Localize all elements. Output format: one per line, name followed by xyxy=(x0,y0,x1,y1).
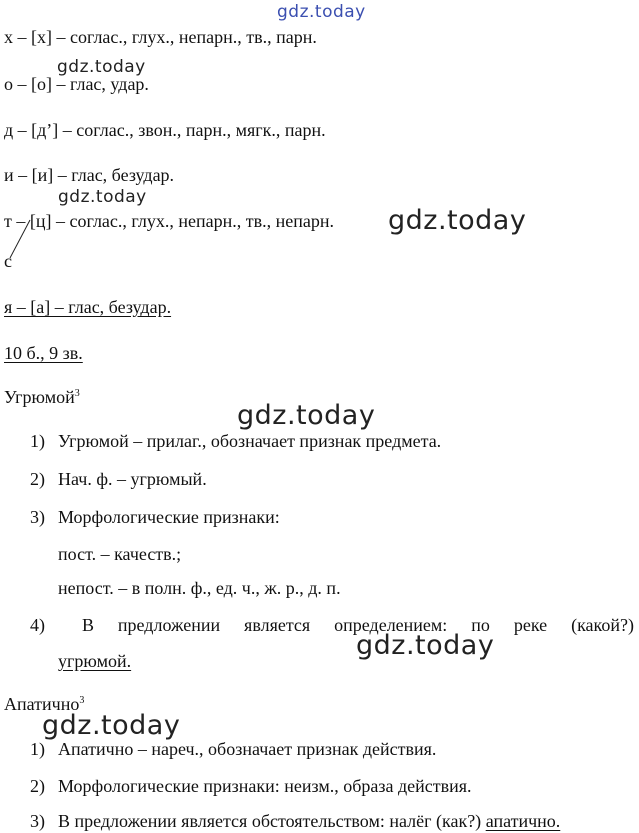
item-text: Апатично – нареч., обозначает признак действия. xyxy=(58,739,437,759)
word1-item-1 xyxy=(30,430,441,452)
item-word: предложении xyxy=(117,615,221,635)
watermark-2: gdz.today xyxy=(58,187,147,207)
word2-item-3 xyxy=(30,810,560,832)
word1-sup: 3 xyxy=(74,388,80,399)
item-word: по xyxy=(471,615,490,635)
item-number: 4) xyxy=(30,615,45,635)
letters-sounds-summary: 10 б., 9 зв. xyxy=(4,343,83,363)
word2-sup: 3 xyxy=(79,695,85,706)
item-number: 3) xyxy=(30,507,45,527)
word1-heading xyxy=(4,386,80,408)
item-text-tail: апатично. xyxy=(485,811,561,831)
item-number: 1) xyxy=(30,739,45,759)
word2-heading xyxy=(4,693,84,715)
word1-item-3 xyxy=(30,506,280,528)
watermark-6: gdz.today xyxy=(42,710,181,741)
word1-title: Угрюмой xyxy=(4,387,75,407)
item-text: В предложении является обстоятельством: налёг (как?) xyxy=(58,811,486,831)
item-word: определением: xyxy=(334,615,448,635)
item-text: Морфологические признаки: неизм., образа действия. xyxy=(58,776,472,796)
phonetic-line-4: и – [и] – глас, безудар. xyxy=(4,165,175,185)
word1-item-2 xyxy=(30,468,207,490)
watermark-3: gdz.today xyxy=(388,205,527,236)
item-text: Нач. ф. – угрюмый. xyxy=(58,469,207,489)
watermark-top: gdz.today xyxy=(277,2,366,22)
item-number: 1) xyxy=(30,431,45,451)
item-word: является xyxy=(244,615,311,635)
item-text: Морфологические признаки: xyxy=(58,507,280,527)
item-number: 2) xyxy=(30,776,45,796)
word2-item-1 xyxy=(30,738,436,760)
phonetic-line-6: с xyxy=(4,251,12,271)
word1-item-4 xyxy=(30,614,634,672)
item-word: В xyxy=(81,615,94,635)
watermark-4: gdz.today xyxy=(237,400,376,431)
watermark-1: gdz.today xyxy=(57,57,146,77)
item-word: (какой?) xyxy=(571,615,634,635)
phonetic-line-5: т – [ц] – соглас., глух., непарн., тв., непарн. xyxy=(4,211,334,231)
phonetic-line-3: д – [д’] – соглас., звон., парн., мягк., парн. xyxy=(4,120,326,140)
phonetic-line-7: я – [а] – глас, безудар. xyxy=(4,297,172,317)
item-continuation: угрюмой. xyxy=(58,651,132,671)
item-number: 3) xyxy=(30,811,45,831)
word1-sub-1: пост. – качеств.; xyxy=(58,544,182,564)
word2-title: Апатично xyxy=(4,694,80,714)
item-number: 2) xyxy=(30,469,45,489)
word1-sub-2: непост. – в полн. ф., ед. ч., ж. р., д. п. xyxy=(58,578,341,598)
phonetic-line-2: о – [о] – глас, удар. xyxy=(4,74,149,94)
word2-item-2 xyxy=(30,775,472,797)
watermark-5: gdz.today xyxy=(356,630,495,661)
phonetic-line-1: х – [х] – соглас., глух., непарн., тв., парн. xyxy=(4,27,317,47)
item-text: Угрюмой – прилаг., обозначает признак предмета. xyxy=(58,431,442,451)
item-word: реке xyxy=(513,615,548,635)
